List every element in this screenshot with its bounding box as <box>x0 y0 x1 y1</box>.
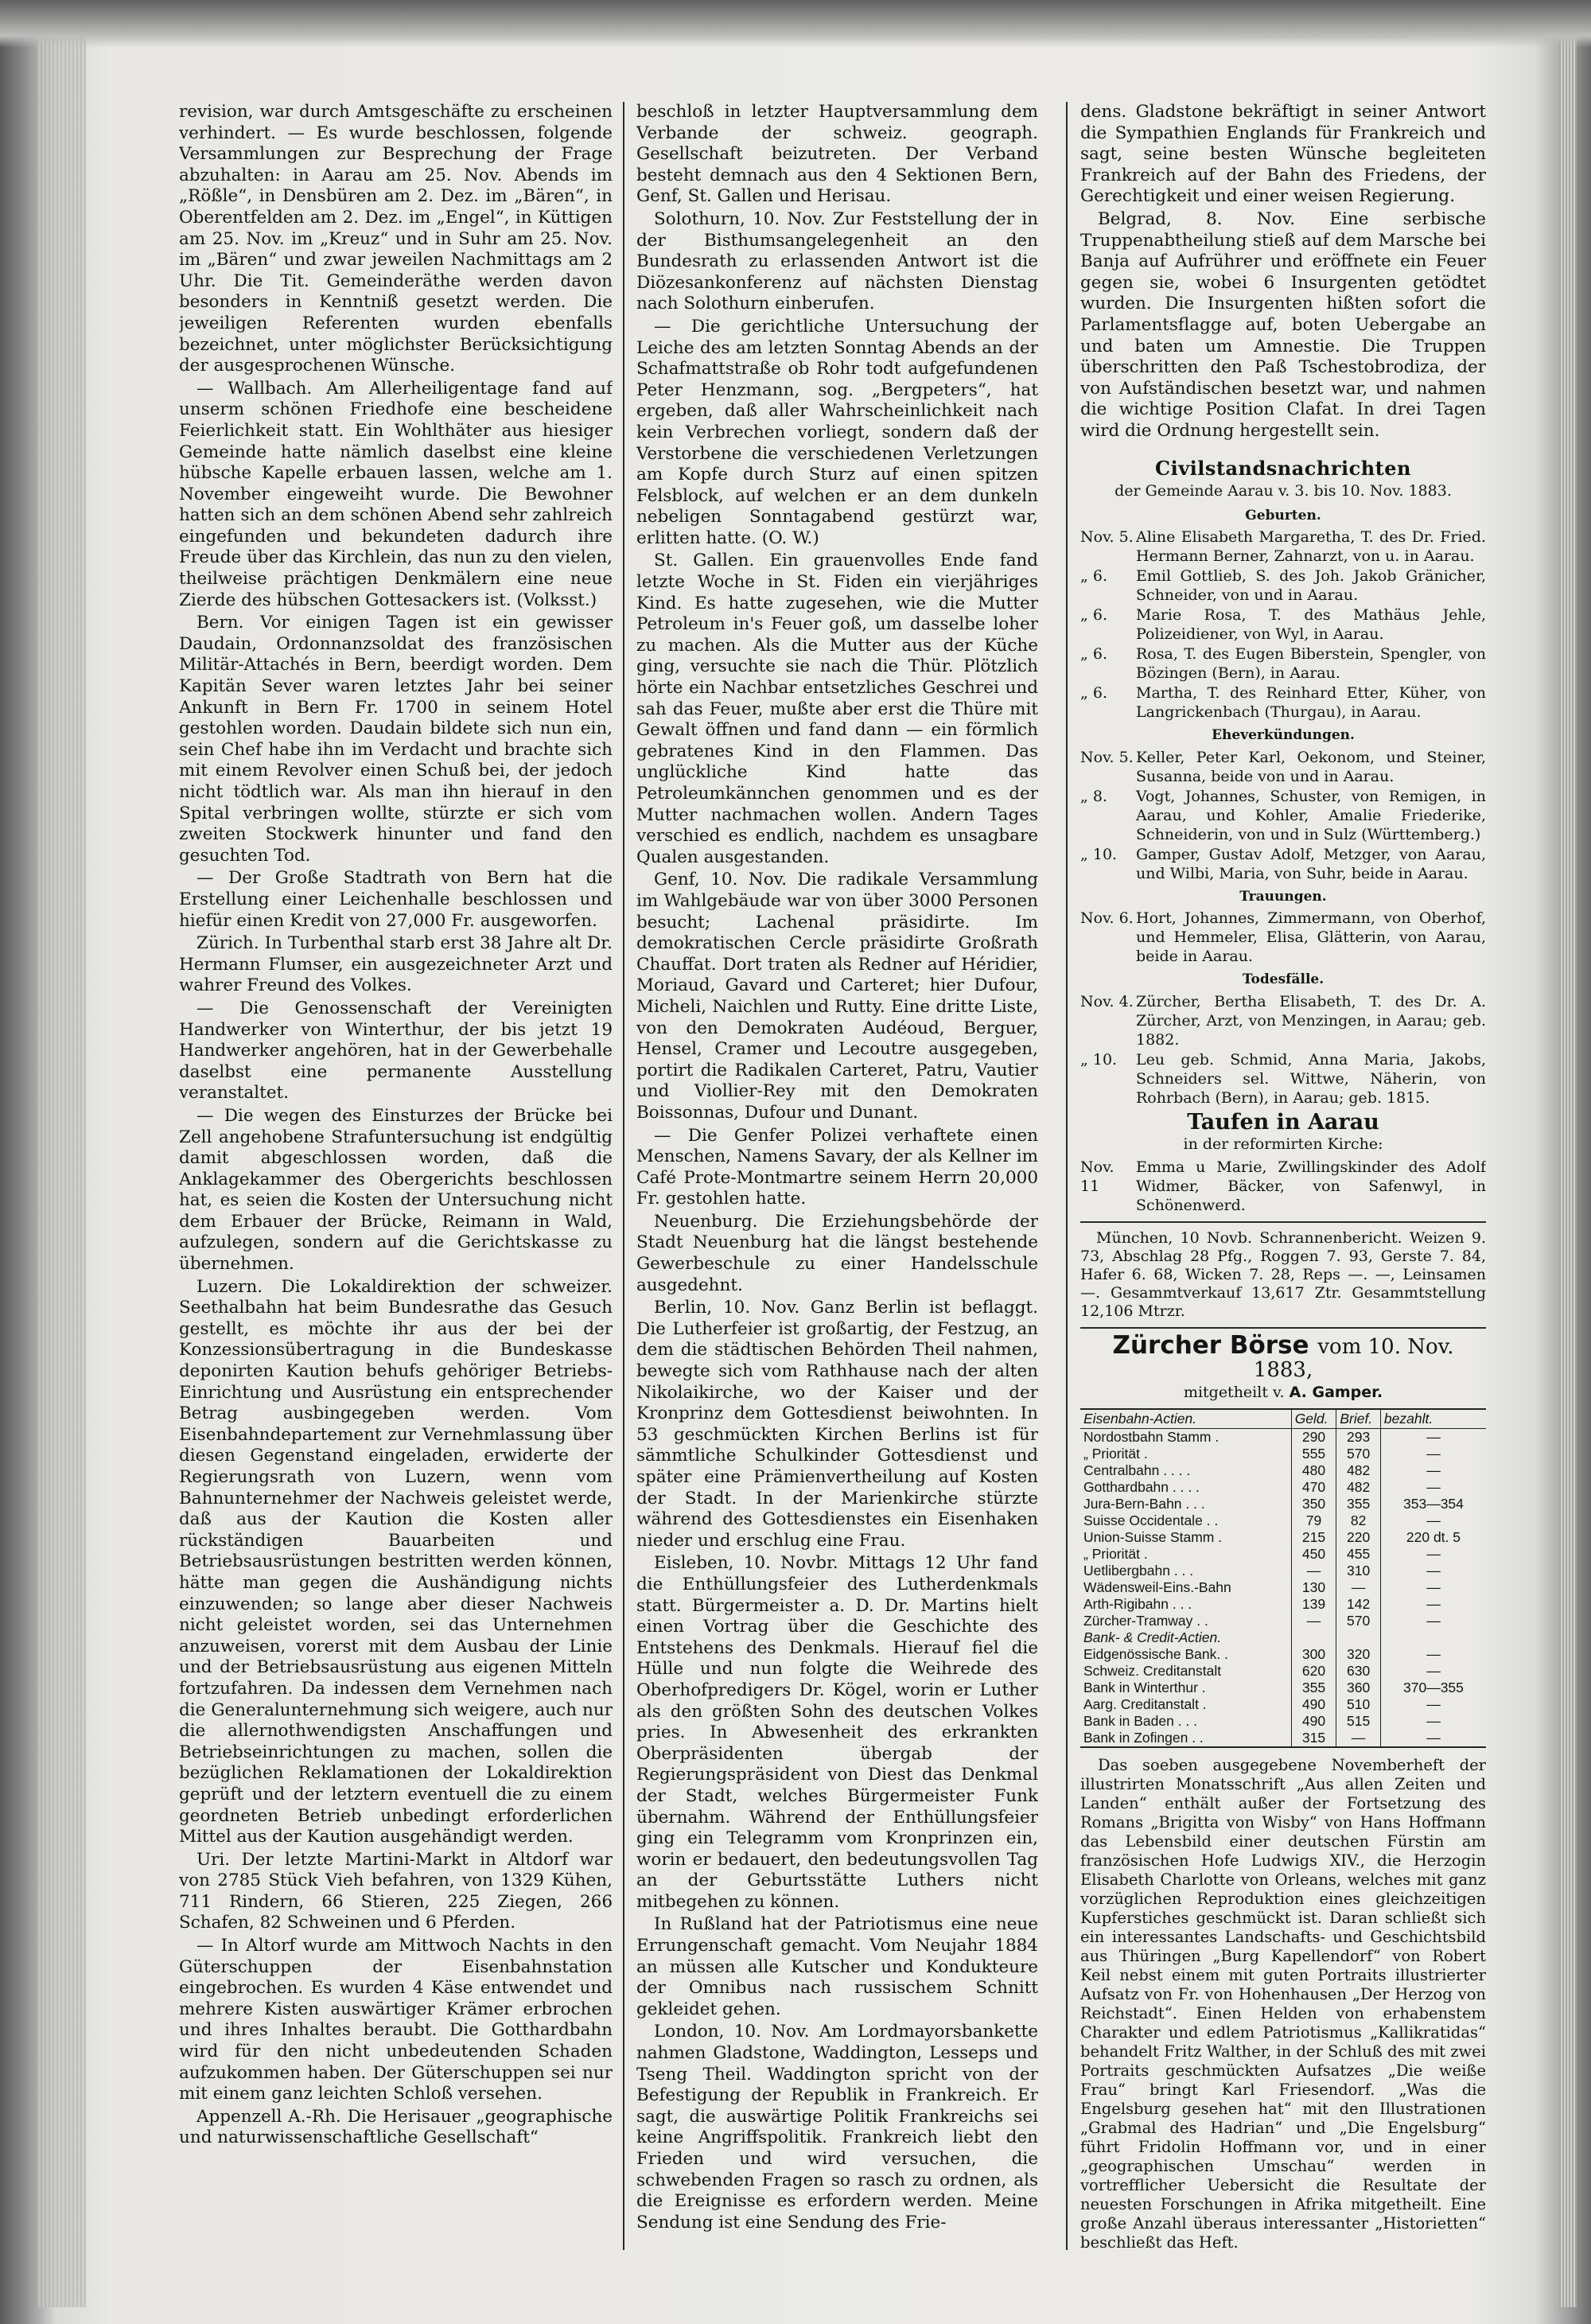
article-paragraph: — Der Große Stadtrath von Bern hat die Erstellung einer Leichenhalle beschlossen und hiefür einen Kredit von 27,000 Fr. ausgeworfen. <box>179 868 613 931</box>
stock-name: Suisse Occidentale . . <box>1083 1512 1219 1529</box>
article-paragraph: Bern. Vor einigen Tagen ist ein gewisser Daudain, Ordonnanzsoldat des französischen Militär-Attachés in Bern, beerdigt worden. Dem Kapitän Sever waren letztes Jahr bei seiner Ankunft in Bern Fr. 1700 in seinem Hotel gestohlen worden. Daudain bildete sich nun ein, sein Chef habe ihn im Verdacht und brachte sich mit einem Revolver einen Schuß bei, der jedoch nicht tödtlich war. Als man ihn hierauf in den Spital verbringen wollte, stürzte er sich vom zweiten Stockwerk hinunter und fand den gesuchten Tod. <box>179 613 613 866</box>
stock-name: Jura-Bern-Bahn . . . <box>1083 1496 1205 1512</box>
table-row <box>1080 1696 1486 1713</box>
ask-price: 142 <box>1336 1596 1381 1613</box>
table-row <box>1080 1496 1486 1512</box>
article-paragraph: Appenzell A.-Rh. Die Herisauer „geographische und naturwissenschaftliche Gesellschaft“ <box>179 2106 613 2148</box>
exchange-credit: mitgetheilt v. A. Gamper. <box>1183 1384 1383 1402</box>
bid-price: 79 <box>1291 1512 1336 1529</box>
bid-price: 355 <box>1291 1680 1336 1696</box>
table-row <box>1080 1730 1486 1747</box>
stock-name: Eidgenössische Bank. . <box>1083 1646 1228 1663</box>
paid-price: — <box>1380 1646 1486 1663</box>
marriage-banns-list <box>1080 748 1486 883</box>
ask-price: — <box>1336 1730 1381 1747</box>
baptisms-subheading: in der reformirten Kirche: <box>1183 1135 1383 1153</box>
paid-price: — <box>1380 1696 1486 1713</box>
bid-price: 315 <box>1291 1730 1336 1747</box>
paid-price: — <box>1380 1429 1486 1446</box>
stock-name: Schweiz. Creditanstalt <box>1083 1663 1222 1680</box>
column-2 <box>636 102 1038 2282</box>
article-paragraph: Genf, 10. Nov. Die radikale Versammlung im Wahlgebäude war von über 3000 Personen besucht; Lachenal präsidirte. Im demokratischen Cercle präsidirte Großrath Chauffat. Dort traten als Redner auf Héridier, Moriaud, Gavard und Carteret; hier Dufour, Micheli, Naichlen und Rutty. Eine dritte Liste, von den Demokraten Audéoud, Berguer, Hensel, Cramer und Lecoutre ausgegeben, portirt die Radikalen Carteret, Patru, Vautier und Viollier-Rey mit den Demokraten Boissonnas, Dufour und Dunant. <box>636 870 1038 1123</box>
ask-price: 570 <box>1336 1613 1381 1629</box>
paid-price: — <box>1380 1596 1486 1613</box>
ask-price: 482 <box>1336 1462 1381 1479</box>
ask-price: 82 <box>1336 1512 1381 1529</box>
bid-price: 620 <box>1291 1663 1336 1680</box>
paid-price: — <box>1380 1462 1486 1479</box>
table-section-row: Bank- & Credit-Actien. <box>1080 1629 1486 1646</box>
bid-price: 350 <box>1291 1496 1336 1512</box>
stock-name: Bank in Winterthur . <box>1083 1680 1206 1696</box>
magazine-advertisement: Das soeben ausgegebene Novemberheft der illustrirten Monatsschrift „Aus allen Zeiten und Landen“ enthält außer der Fortsetzung des Romans „Brigitta von Wisby“ von Hans Hoffmann das Lebensbild einer deutschen Fürstin am französischen Hofe Ludwigs XIV., die Herzogin Elisabeth Charlotte von Orleans, welches mit ganz vorzüglichen Reproduktion eines gleichzeitigen Kupferstiches geschmückt ist. Daran schließt sich ein interessantes Landschafts- und Geschichtsbild aus Thüringen „Burg Kapellendorf“ von Robert Keil nebst einem mit guten Portraits illustrierter Aufsatz von Fr. von Hohenhausen „Der Herzog von Reichstadt“. Einen Helden von erhabenstem Charakter und edlem Patriotismus „Kallikratidas“ behandelt Fritz Walther, in der Schluß des mit zwei Portraits geschmückten Aufsatzes „Die weiße Frau“ bringt Karl Friesendorf. „Was die Engelsburg gesehen hat“ mit den Illustrationen „Grabmal des Hadrian“ und „Die Engelsburg“ führt Fridolin Hoffmann vor, und in einer „geographischen Umschau“ werden in vortrefflicher Uebersicht die Resultate der neuesten Forschungen in Afrika mitgetheilt. Eine große Anzahl überaus interessanter „Historietten“ beschließt das Heft. <box>1080 1756 1486 2252</box>
paid-price: 220 dt. 5 <box>1380 1529 1486 1546</box>
stock-name: Gotthardbahn . . . . <box>1083 1479 1200 1496</box>
article-paragraph: Solothurn, 10. Nov. Zur Feststellung der in der Bisthumsangelegenheit an den Bundesrath zu erlassenden Antwort ist die Diözesankonferenz auf nächsten Dienstag nach Solothurn einberufen. <box>636 208 1038 314</box>
ask-price: 293 <box>1336 1429 1381 1446</box>
civil-registry-title: Civilstandsnachrichten <box>1155 456 1411 480</box>
list-item: Nov. 6. Hort, Johannes, Zimmermann, von Oberhof, und Hemmeler, Elisa, Glätterin, von Aarau, beide in Aarau. <box>1080 909 1486 966</box>
article-paragraph: — Die Genossenschaft der Vereinigten Handwerker von Winterthur, der bis jetzt 19 Handwerker angehören, hat in der Gewerbehalle daselbst eine permanente Ausstellung veranstaltet. <box>179 998 613 1104</box>
paid-price: — <box>1380 1563 1486 1579</box>
article-paragraph: — Die Genfer Polizei verhaftete einen Menschen, Namens Savary, der als Kellner im Café Prote-Montmartre seinem Herrn 20,000 Fr. gestohlen hatte. <box>636 1125 1038 1209</box>
list-item: Nov. 5. Keller, Peter Karl, Oekonom, und Steiner, Susanna, beide von und in Aarau. <box>1080 748 1486 785</box>
binding-edge <box>38 32 86 2307</box>
ask-price: 510 <box>1336 1696 1381 1713</box>
list-item: Nov. 4. Zürcher, Bertha Elisabeth, T. des Dr. A. Zürcher, Arzt, von Menzingen, in Aarau; geb. 1882. <box>1080 993 1486 1049</box>
deaths-list <box>1080 992 1486 1108</box>
paid-price: 370—355 <box>1380 1680 1486 1696</box>
page-stack-edge <box>1559 32 1577 2307</box>
table-row <box>1080 1529 1486 1546</box>
article-paragraph: Belgrad, 8. Nov. Eine serbische Truppenabtheilung stieß auf dem Marsche bei Banja auf Aufrührer und eröffnete ein Feuer gegen sie, wobei 6 Insurgenten getödtet wurden. Die Insurgenten hißten sofort die Parlamentsflagge auf, boten Uebergabe an und baten um Amnestie. Die Truppen überschritten den Paß Tschestobrodiza, der von Aufständischen besetzt war, und nahmen die wichtige Position Clafat. In drei Tagen wird die Ordnung hergestellt sein. <box>1080 208 1486 441</box>
ask-price: 455 <box>1336 1546 1381 1563</box>
article-paragraph: Zürich. In Turbenthal starb erst 38 Jahre alt Dr. Hermann Flumser, ein ausgezeichneter Arzt und wahrer Freund des Volkes. <box>179 933 613 996</box>
stock-name: Union-Suisse Stamm . <box>1083 1529 1223 1546</box>
list-item: „ 6. Marie Rosa, T. des Mathäus Jehle, Polizeidiener, von Wyl, in Aarau. <box>1080 606 1486 644</box>
column-rule-2 <box>1066 102 1068 2250</box>
bid-price: 555 <box>1291 1446 1336 1462</box>
stock-name: Bank in Zofingen . . <box>1080 1730 1291 1747</box>
table-row <box>1080 1596 1486 1613</box>
list-item: Nov. 11 Emma u Marie, Zwillingskinder des Adolf Widmer, Bäcker, von Safenwyl, in Schönenwerd. <box>1080 1158 1486 1215</box>
bid-price: 480 <box>1291 1462 1336 1479</box>
article-paragraph: — Die wegen des Einsturzes der Brücke bei Zell angehobene Strafuntersuchung ist endgültig damit abgeschlossen worden, daß die Anklagekammer des Obergerichts beschlossen hat, es seien die Kosten der Untersuchung nicht dem Erbauer der Brücke, Reimann in Wald, aufzulegen, sondern auf die Gerichtskasse zu übernehmen. <box>179 1105 613 1275</box>
column-header: Brief. <box>1336 1409 1381 1429</box>
stock-name: Wädensweil-Eins.-Bahn <box>1083 1579 1231 1596</box>
column-3 <box>1080 102 1486 2282</box>
paid-price: — <box>1380 1579 1486 1596</box>
civil-registry-subtitle: der Gemeinde Aarau v. 3. bis 10. Nov. 1883. <box>1114 482 1452 500</box>
table-row <box>1080 1546 1486 1563</box>
bid-price: 470 <box>1291 1479 1336 1496</box>
ask-price: 570 <box>1336 1446 1381 1462</box>
stock-name: „ Priorität . <box>1083 1546 1148 1563</box>
list-item: „ 6. Rosa, T. des Eugen Biberstein, Spengler, von Bözingen (Bern), in Aarau. <box>1080 645 1486 683</box>
list-item: „ 6. Emil Gottlieb, S. des Joh. Jakob Gränicher, Schneider, von und in Aarau. <box>1080 567 1486 605</box>
ask-price: 310 <box>1336 1563 1381 1579</box>
column-header: bezahlt. <box>1380 1409 1486 1429</box>
article-paragraph: In Rußland hat der Patriotismus eine neue Errungenschaft gemacht. Vom Neujahr 1884 an müssen alle Kutscher und Kondukteure der Omnibus nach russischem Schnitt gekleidet gehen. <box>636 1914 1038 2019</box>
stock-name: Nordostbahn Stamm . <box>1083 1429 1220 1446</box>
bid-price: 290 <box>1291 1429 1336 1446</box>
stock-name: Bank in Baden . . . <box>1083 1713 1198 1730</box>
table-header-row <box>1080 1409 1486 1429</box>
article-paragraph: revision, war durch Amtsgeschäfte zu erscheinen verhindert. — Es wurde beschlossen, folgende Versammlungen zur Besprechung der Frage abzuhalten: in Aarau am 25. Nov. Abends im „Rößle“, in Densbüren am 2. Dez. im „Bären“, in Oberentfelden am 2. Dez. im „Engel“, in Küttigen am 25. Nov. im „Kreuz“ und in Suhr am 25. Nov. im „Bären“ und zwar jeweilen Nachmittags am 2 Uhr. Die Tit. Gemeinderäthe werden davon besonders in Kenntniß gesetzt werden. Die jeweiligen Referenten wurden ebenfalls bezeichnet, unter möglichster Berücksichtigung der ausgesprochenen Wünsche. <box>179 102 613 376</box>
paid-price: 353—354 <box>1380 1496 1486 1512</box>
paid-price: — <box>1380 1730 1486 1747</box>
table-row <box>1080 1563 1486 1579</box>
bid-price: 300 <box>1291 1646 1336 1663</box>
weddings-heading: Trauungen. <box>1239 888 1327 905</box>
table-row <box>1080 1613 1486 1629</box>
article-paragraph: Eisleben, 10. Novbr. Mittags 12 Uhr fand die Enthüllungsfeier des Lutherdenkmals statt. Bürgermeister a. D. Dr. Martins hielt einen Vortrag über die Geschichte des Entstehens des Denkmals. Hierauf fiel die Hülle und nun folgte die Weihrede des Oberhofpredigers Dr. Kögel, worin er Luther als den größten Sohn des deutschen Volkes pries. In Abwesenheit des erkrankten Oberpräsidenten übergab der Regierungspräsident von Diest das Denkmal der Stadt, welches Bürgermeister Funk übernahm. Während der Enthüllungsfeier ging ein Telegramm vom Kronprinzen ein, worin er bedauert, den bedeutungsvollen Tag an der Geburtsstätte Luthers nicht mitbegehen zu können. <box>636 1553 1038 1912</box>
list-item: „ 8. Vogt, Johannes, Schuster, von Remigen, in Aarau, und Kohler, Amalie Friederike, Schneiderin, von und in Sulz (Württemberg.) <box>1080 787 1486 843</box>
weddings-list <box>1080 909 1486 966</box>
column-rule-1 <box>623 102 624 2250</box>
paid-price: — <box>1380 1613 1486 1629</box>
paid-price: — <box>1380 1546 1486 1563</box>
article-paragraph: beschloß in letzter Hauptversammlung dem Verbande der schweiz. geograph. Gesellschaft beizutreten. Der Verband besteht demnach aus den 4 Sektionen Bern, Genf, St. Gallen und Herisau. <box>636 102 1038 207</box>
article-paragraph: dens. Gladstone bekräftigt in seiner Antwort die Sympathien Englands für Frankreich und sagt, seine besten Wünsche begleiteten Frankreich auf der Bahn des Friedens, der Gerechtigkeit und einer weisen Regierung. <box>1080 102 1486 207</box>
article-paragraph: St. Gallen. Ein grauenvolles Ende fand letzte Woche in St. Fiden ein vierjähriges Kind. Es hatte zugesehen, wie die Mutter Petroleum in's Feuer goß, um dasselbe loher zu machen. Als die Mutter aus der Küche ging, versuchte sie nach die Thür. Plötzlich hörte ein Nachbar entsetzliches Geschrei und sah das Feuer, mußte aber erst die Thüre mit Gewalt öffnen und fand dann — ein förmlich gebratenes Kind in den Flammen. Das unglückliche Kind hatte das Petroleumkännchen genommen und es der Mutter nachmachen wollen. Andern Tages verschied es endlich, nachdem es unsagbare Qualen ausgestanden. <box>636 551 1038 867</box>
ask-price: 220 <box>1336 1529 1381 1546</box>
section-divider <box>1080 1327 1486 1329</box>
ask-price: 482 <box>1336 1479 1381 1496</box>
article-paragraph: Luzern. Die Lokaldirektion der schweizer. Seethalbahn hat beim Bundesrathe das Gesuch gestellt, es möchte ihr aus der bei der Konzessionsübertragung in die Bundeskasse deponirten Kaution behufs gehöriger Betriebs-Einrichtung und Ausrüstung ein entsprechender Betrag ausbingegeben werden. Vom Eisenbahndepartement zur Vernehmlassung über diesen Gegenstand eingeladen, erwiderte der Regierungsrath von Luzern, wenn vom Bahnunternehmer der Nachweis geleistet werde, daß aus der Kaution die Kosten aller rückständigen Bauarbeiten und Betriebsausrüstungen bestritten werden können, hätte man gegen die Aushändigung nichts einzuwenden; so lange aber dieser Nachweis nicht geleistet worden, sei das Unternehmen anzuweisen, vorerst mit dem Ausbau der Linie und der Betriebsausrüstung aus eigenen Mitteln fortzufahren. Da indessen dem Vernehmen nach die Generalunternehmung sich weigere, auch nur die allernothwendigsten Anschaffungen und Betriebseinrichtungen zu machen, sollen die bezüglichen Reklamationen der Lokaldirektion geprüft und der letztern eventuell die zu einem geordneten Betrieb unbedingt erforderlichen Mittel aus der Kaution ausgehändigt werden. <box>179 1276 613 1847</box>
table-row <box>1080 1462 1486 1479</box>
article-paragraph: Uri. Der letzte Martini-Markt in Altdorf war von 2785 Stück Vieh befahren, von 1329 Kühen, 711 Rindern, 66 Stieren, 225 Ziegen, 266 Schafen, 82 Schweinen und 6 Pferden. <box>179 1849 613 1933</box>
table-row <box>1080 1579 1486 1596</box>
table-row <box>1080 1713 1486 1730</box>
market-report: München, 10 Novb. Schrannenbericht. Weizen 9. 73, Abschlag 28 Pfg., Roggen 7. 93, Gerste 7. 84, Hafer 6. 68, Wicken 7. 28, Reps —. —, Leinsamen —. Gesammtverkauf 13,617 Ztr. Gesammtstellung 12,106 Mtrzr. <box>1080 1229 1486 1321</box>
bid-price: 139 <box>1291 1596 1336 1613</box>
ask-price: 630 <box>1336 1663 1381 1680</box>
ask-price: 360 <box>1336 1680 1381 1696</box>
baptisms-heading: Taufen in Aarau <box>1187 1110 1379 1135</box>
bid-price: — <box>1291 1613 1336 1629</box>
column-1 <box>179 102 613 2282</box>
table-row <box>1080 1512 1486 1529</box>
bid-price: 130 <box>1291 1579 1336 1596</box>
ask-price: — <box>1336 1579 1381 1596</box>
bid-price: 490 <box>1291 1713 1336 1730</box>
list-item: „ 6. Martha, T. des Reinhard Etter, Küher, von Langrickenbach (Thurgau), in Aarau. <box>1080 684 1486 722</box>
column-header: Geld. <box>1291 1409 1336 1429</box>
stock-name: „ Priorität . <box>1083 1446 1148 1462</box>
paid-price: — <box>1380 1663 1486 1680</box>
table-row <box>1080 1680 1486 1696</box>
ask-price: 355 <box>1336 1496 1381 1512</box>
bid-price: 215 <box>1291 1529 1336 1546</box>
table-row <box>1080 1479 1486 1496</box>
article-paragraph: — In Altorf wurde am Mittwoch Nachts in den Güterschuppen der Eisenbahnstation eingebrochen. Es wurden 4 Käse entwendet und mehrere Kisten auswärtiger Krämer erbrochen und ihres Inhaltes beraubt. Die Gotthardbahn wird für den nicht unbedeutenden Schaden aufzukommen haben. Der Güterschuppen sei nur mit einem ganz leichten Schloß versehen. <box>179 1936 613 2104</box>
bid-price: 490 <box>1291 1696 1336 1713</box>
births-heading: Geburten. <box>1245 507 1321 524</box>
exchange-credit-name: A. Gamper. <box>1289 1384 1383 1402</box>
table-row <box>1080 1646 1486 1663</box>
top-page-edge <box>0 0 1591 48</box>
list-item: „ 10. Leu geb. Schmid, Anna Maria, Jakobs, Schneiders sel. Wittwe, Näherin, von Rohrbach (Bern), in Aarau; geb. 1815. <box>1080 1051 1486 1108</box>
article-paragraph: — Die gerichtliche Untersuchung der Leiche des am letzten Sonntag Abends an der Schafmattstraße ob Rohr todt aufgefundenen Peter Henzmann, sog. „Bergpeters“, hat ergeben, daß aller Wahrscheinlichkeit nach kein Verbrechen vorliegt, sondern daß der Verstorbene die verschiedenen Verletzungen am Kopfe durch Sturz auf einen spitzen Felsblock, auf welchen er an dem dunkeln nebeligen Sonntagabend gestürzt war, erlitten hatte. (O. W.) <box>636 316 1038 548</box>
article-paragraph: Neuenburg. Die Erziehungsbehörde der Stadt Neuenburg hat die längst bestehende Gewerbeschule zu einer Handelsschule ausgedehnt. <box>636 1211 1038 1295</box>
stock-name: Zürcher-Tramway . . <box>1083 1613 1208 1629</box>
table-row <box>1080 1663 1486 1680</box>
stock-name: Aarg. Creditanstalt . <box>1083 1696 1207 1713</box>
section-divider <box>1080 1221 1486 1223</box>
list-item: „ 10. Gamper, Gustav Adolf, Metzger, von Aarau, und Wilbi, Maria, von Suhr, beide in Aarau. <box>1080 845 1486 882</box>
article-paragraph: Berlin, 10. Nov. Ganz Berlin ist beflaggt. Die Lutherfeier ist großartig, der Festzug, an dem die städtischen Behörden Theil nahmen, bewegte sich vom Rathhause nach der alten Nikolaikirche, wo der Kaiser und der Kronprinz dem Gottesdienst beiwohnten. In 53 geschmückten Kirchen Berlins ist für sämmtliche Schulkinder Gottesdienst und später eine Prämienvertheilung auf Kosten der Stadt. In der Marienkirche stürzte während des Gottesdienstes ein Eisenhaken nieder und erschlug eine Frau. <box>636 1298 1038 1551</box>
births-list <box>1080 527 1486 722</box>
stock-name: Centralbahn . . . . <box>1083 1462 1191 1479</box>
ask-price: 320 <box>1336 1646 1381 1663</box>
column-header: Eisenbahn-Actien. <box>1080 1409 1291 1429</box>
exchange-title <box>1080 1331 1486 1382</box>
marriage-banns-heading: Eheverkündungen. <box>1212 727 1355 744</box>
exchange-table <box>1080 1408 1486 1748</box>
paid-price: — <box>1380 1713 1486 1730</box>
bid-price: 450 <box>1291 1546 1336 1563</box>
deaths-heading: Todesfälle. <box>1242 971 1325 988</box>
list-item: Nov. 5. Aline Elisabeth Margaretha, T. des Dr. Fried. Hermann Berner, Zahnarzt, von u. in Aarau. <box>1080 528 1486 566</box>
bid-price: — <box>1291 1563 1336 1579</box>
paid-price: — <box>1380 1512 1486 1529</box>
table-row <box>1080 1429 1486 1446</box>
article-paragraph: — Wallbach. Am Allerheiligentage fand auf unserm schönen Friedhofe eine bescheidene Feierlichkeit statt. Ein Wohlthäter aus hiesiger Gemeinde hatte nämlich daselbst eine kleine hübsche Kapelle erbauen lassen, welche am 1. November eingeweiht wurde. Die Bewohner hatten sich an dem schönen Abend sehr zahlreich eingefunden und bekundeten dadurch ihre Freude über das Kirchlein, das nun zu den vielen, theilweise prächtigen Denkmälern eine neue Zierde des hübschen Gottesackers ist. (Volksst.) <box>179 378 613 610</box>
article-paragraph: London, 10. Nov. Am Lordmayorsbankette nahmen Gladstone, Waddington, Lesseps und Tseng Theil. Waddington spricht von der Befestigung der Republik in Frankreich. Er sagt, die auswärtige Politik Frankreichs sei keine Angriffspolitik. Frankreich liebt den Frieden und wird versuchen, die schwebenden Fragen so rasch zu ordnen, als die Ereignisse es erfordern werden. Meine Sendung ist eine Sendung des Frie- <box>636 2022 1038 2233</box>
stock-name: Arth-Rigibahn . . . <box>1083 1596 1192 1613</box>
table-row <box>1080 1446 1486 1462</box>
stock-name: Uetlibergbahn . . . <box>1083 1563 1194 1579</box>
exchange-title-text: Zürcher Börse <box>1112 1331 1309 1361</box>
paid-price: — <box>1380 1479 1486 1496</box>
exchange-date: vom 10. Nov. 1883, <box>1253 1335 1454 1382</box>
ask-price: 515 <box>1336 1713 1381 1730</box>
paid-price: — <box>1380 1446 1486 1462</box>
